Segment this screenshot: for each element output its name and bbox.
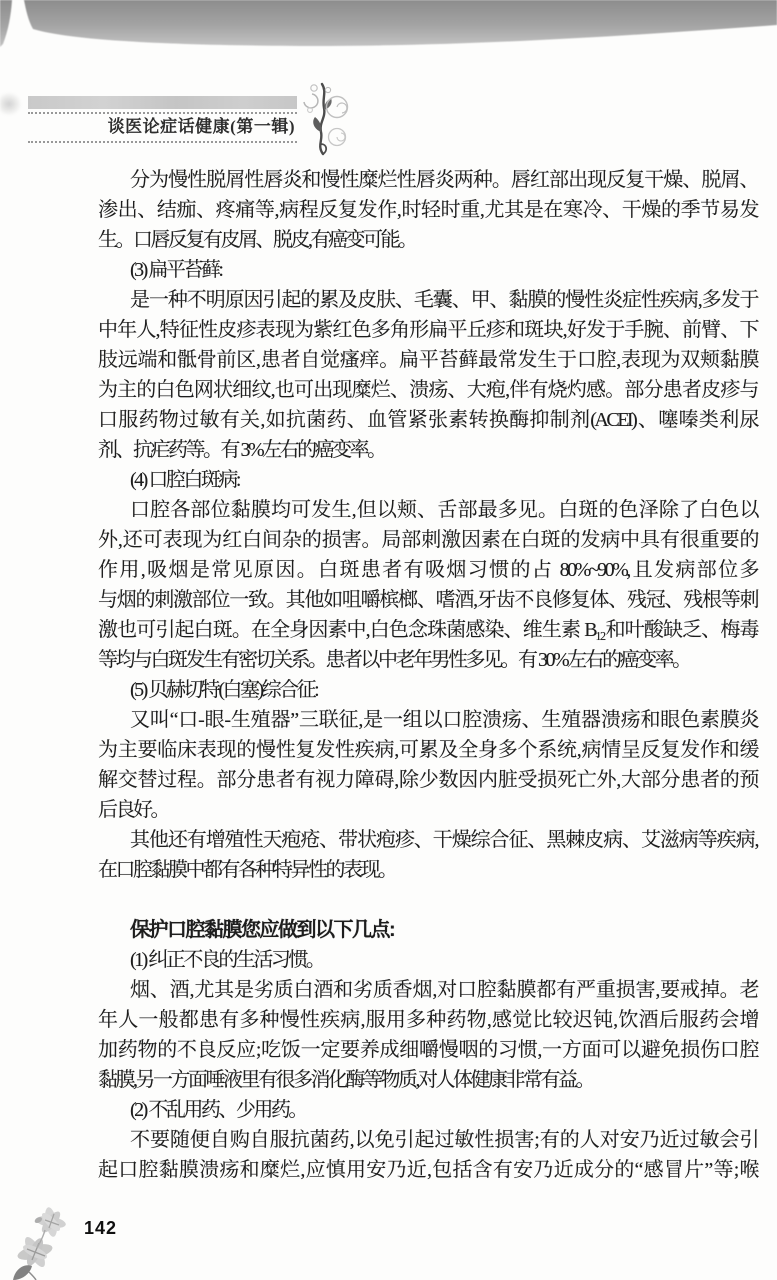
scan-smudge (0, 92, 22, 116)
text-line: 口腔各部位黏膜均可发生,但以颊、舌部最多见。白斑的色泽除了白色以 (130, 499, 757, 521)
paragraph (98, 495, 757, 675)
header-bar (28, 96, 297, 109)
text-line: (1) 纠正不良的生活习惯。 (130, 949, 324, 971)
text-line: 是一种不明原因引起的累及皮肤、毛囊、甲、黏膜的慢性炎症性疾病,多发于 (130, 289, 757, 311)
section-heading (98, 1095, 757, 1125)
text-line: 加药物的不良反应;吃饭一定要养成细嚼慢咽的习惯,一方面可以避免损伤口腔 (98, 1039, 757, 1061)
bold-heading (98, 915, 757, 945)
text-line: 其他还有增殖性天疱疮、带状疱疹、干燥综合征、黑棘皮病、艾滋病等疾病, (130, 829, 757, 851)
text-line: (2) 不乱用药、少用药。 (130, 1099, 306, 1121)
text-line: 为主要临床表现的慢性复发性疾病,可累及全身多个系统,病情呈反复发作和缓 (98, 739, 757, 761)
paragraph (98, 975, 757, 1095)
page-body (98, 165, 757, 1185)
text-line: 黏膜,另一方面唾液里有很多消化酶等物质,对人体健康非常有益。 (98, 1069, 593, 1091)
text-line: (3) 扁平苔藓: (130, 259, 222, 281)
running-head-title: 谈医论症话健康(第一辑) (107, 117, 295, 136)
paragraph (98, 825, 757, 885)
text-line: 等均与白斑发生有密切关系。患者以中老年男性多见。有 30%左右的癌变率。 (98, 649, 690, 671)
section-heading (98, 675, 757, 705)
text-line: 保护口腔黏膜您应做到以下几点: (130, 919, 395, 941)
section-heading (98, 465, 757, 495)
paragraph-spacer (98, 885, 757, 915)
text-line: 在口腔黏膜中都有各种特异性的表现。 (98, 859, 396, 881)
text-line: 肢远端和骶骨前区,患者自觉瘙痒。扁平苔藓最常发生于口腔,表现为双颊黏膜 (98, 349, 757, 371)
scan-shadow-band (0, 0, 777, 56)
text-line: 后良好。 (98, 799, 168, 821)
text-line: 分为慢性脱屑性唇炎和慢性糜烂性唇炎两种。唇红部出现反复干燥、脱屑、 (130, 169, 757, 191)
page-header (28, 96, 297, 143)
text-line: 中年人,特征性皮疹表现为紫红色多角形扁平丘疹和斑块,好发于手腕、前臂、下 (98, 319, 757, 341)
section-heading (98, 255, 757, 285)
text-line: 烟、酒,尤其是劣质白酒和劣质香烟,对口腔黏膜都有严重损害,要戒掉。老 (130, 979, 757, 1001)
text-line: 剂、抗疟药等。有 3%左右的癌变率。 (98, 439, 385, 461)
paragraph (98, 285, 757, 465)
text-line: 为主的白色网状细纹,也可出现糜烂、溃疡、大疱,伴有烧灼感。部分患者皮疹与 (98, 379, 757, 401)
text-line: 不要随便自购自服抗菌药,以免引起过敏性损害;有的人对安乃近过敏会引 (130, 1129, 757, 1151)
section-heading (98, 945, 757, 975)
text-line: 外,还可表现为红白间杂的损害。局部刺激因素在白斑的发病中具有很重要的 (98, 529, 757, 551)
paragraph (98, 1125, 757, 1185)
text-line: 作用,吸烟是常见原因。白斑患者有吸烟习惯的占 80%~90%,且发病部位多 (98, 559, 757, 581)
paragraph (98, 165, 757, 255)
page-number: 142 (84, 1218, 118, 1238)
branch-flourish-icon (292, 80, 350, 160)
text-line: (4) 口腔白斑病: (130, 469, 239, 491)
flower-sketch-icon (5, 1200, 97, 1280)
text-line: 口服药物过敏有关,如抗菌药、血管紧张素转换酶抑制剂(ACEI)、噻嗪类利尿 (98, 409, 757, 431)
text-line: 又叫“口-眼-生殖器”三联征,是一组以口腔溃疡、生殖器溃疡和眼色素膜炎 (130, 709, 757, 731)
text-line: 生。口唇反复有皮屑、脱皮,有癌变可能。 (98, 229, 416, 251)
text-line: 渗出、结痂、疼痛等,病程反复发作,时轻时重,尤其是在寒冷、干燥的季节易发 (98, 199, 757, 221)
text-line: 解交替过程。部分患者有视力障碍,除少数因内脏受损死亡外,大部分患者的预 (98, 769, 757, 791)
text-line: 激也可引起白斑。在全身因素中,白色念珠菌感染、维生素 B₁₂和叶酸缺乏、梅毒 (98, 619, 757, 641)
text-line: 年人一般都患有多种慢性疾病,服用多种药物,感觉比较迟钝,饮酒后服药会增 (98, 1009, 757, 1031)
text-line: (5) 贝赫切特(白塞)综合征: (130, 679, 318, 701)
paragraph (98, 705, 757, 825)
text-line: 与烟的刺激部位一致。其他如咀嚼槟榔、嗜酒,牙齿不良修复体、残冠、残根等刺 (98, 589, 757, 611)
header-dotted-rule-bottom (28, 141, 297, 143)
text-line: 起口腔黏膜溃疡和糜烂,应慎用安乃近,包括含有安乃近成分的“感冒片”等;喉 (98, 1159, 757, 1181)
